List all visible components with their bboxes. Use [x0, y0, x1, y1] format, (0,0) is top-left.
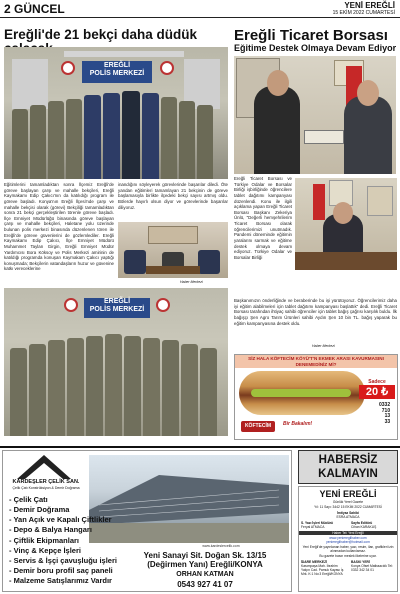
kofteci-brand-logo: KÖFTECİM	[241, 421, 275, 432]
service-item: - Malzeme Satışlarımız Vardır	[9, 576, 112, 585]
police-sign: EREĞLİ POLİS MERKEZİ	[82, 61, 152, 83]
building-roofline	[64, 51, 184, 57]
kardesler-advertisement	[2, 450, 292, 592]
photo-speaker-office	[295, 178, 397, 270]
kardesler-owner: ORHAN KATMAN	[176, 571, 234, 578]
police-emblem-icon	[61, 61, 75, 75]
police-emblem-icon	[64, 298, 78, 312]
service-item: - Çiftlik Ekipmanları	[9, 535, 80, 545]
kardesler-logo	[15, 453, 73, 481]
service-item: - Çelik Çatı	[9, 495, 48, 504]
imprint-print-label: BASKI YERİ	[351, 560, 370, 564]
man-right	[344, 96, 392, 174]
photo-bekci-group	[4, 47, 228, 179]
kardesler-phone: 0543 927 41 07	[177, 580, 233, 589]
imprint-owner-label: İmtiyaz Sahibi	[337, 511, 359, 515]
seated-person	[198, 250, 220, 274]
right-article-subtitle: Eğitime Destek Olmaya Devam Ediyor	[234, 43, 397, 53]
imprint-web[interactable]: www.yeniereglihaber.com	[329, 536, 367, 540]
habersiz-box	[298, 450, 398, 484]
kardesler-address: Yeni Sanayi Sit. Doğan Sk. 13/15 (Değirmen Yanı) Ereğli/KONYA	[143, 551, 267, 570]
left-article-title: Ereğli'de 21 bekçi daha düdük	[4, 27, 198, 42]
imprint-issue: Yıl: 11 Sayı: 3442 15 EKİM 2022 CUMARTESİ	[314, 505, 382, 509]
turkish-flag	[313, 184, 325, 220]
service-item: - Demir Doğrama	[9, 505, 70, 515]
group-of-officers-2	[4, 324, 228, 436]
roof-logo-icon	[15, 453, 73, 481]
photo-bekci-group-2	[4, 288, 228, 436]
right-article-caption: Haber Merkezi	[312, 344, 335, 348]
kardesler-website: www.kardeslercelik.com	[202, 544, 240, 548]
police-sign-2: EREĞLİ POLİS MERKEZİ	[84, 298, 150, 318]
imprint-editor-label: S. Yazı İşleri Müdürü	[301, 521, 334, 525]
sandwich-lettuce	[251, 389, 351, 397]
seated-person	[124, 250, 146, 274]
police-emblem-icon	[160, 61, 174, 75]
tablet-box	[304, 130, 344, 144]
kofteci-slogan: Bir Bakalım!	[283, 421, 313, 427]
service-item: - Vinç & Kepçe İşleri	[9, 545, 81, 555]
imprint-box	[298, 486, 398, 592]
kardesler-logo-subtitle: Çelik Çatı Konstrüksiyon & Demir Doğrama	[12, 486, 80, 490]
left-article-caption: Haber Merkezi	[180, 280, 203, 284]
kofteci-advertisement	[234, 354, 398, 440]
photo-meeting-room	[118, 222, 228, 278]
imprint-email[interactable]: yeniereglihaber@hotmail.com	[326, 540, 370, 544]
meeting-table	[146, 266, 200, 274]
group-of-officers	[4, 84, 228, 179]
masthead-paper-name: YENİ EREĞLİ	[344, 1, 395, 10]
service-item: - Yan Açık ve Kapalı Çiftlikler	[9, 515, 112, 525]
wall-picture	[367, 186, 393, 216]
habersiz-line-2: KALMAYIN	[318, 468, 378, 480]
imprint-address: Kasımpaşa Mah. İbrahim Yalçın Cad. Pamuk Kayası İş Mrk. K:1 No:3 Ereğli/KONYA	[301, 564, 344, 577]
kardesler-logo-title: KARDEŞLER ÇELİK SAN.	[12, 479, 80, 485]
page-number-section	[4, 2, 65, 16]
right-article-title: Ereğli Ticaret Borsası	[234, 27, 388, 44]
desk	[295, 252, 397, 270]
imprint-address-label: İDARE MERKEZİ	[301, 560, 328, 564]
man-left	[254, 86, 300, 174]
price-label: Sadece	[368, 379, 386, 385]
man-right-head	[357, 80, 379, 106]
imprint-sub: Günlük Yerel Gazete	[332, 500, 364, 504]
section-name: GÜNCEL	[14, 2, 65, 16]
masthead-date: 15 EKİM 2022 CUMARTESİ	[332, 10, 395, 16]
price-badge: 20 ₺	[359, 385, 395, 399]
kofteci-banner: SİZ HALA KÖFTECİM KÖYÜ'T'N EKMEK ARASI KAVURMASINI DENEMEDİNİZ Mİ?	[235, 355, 397, 368]
habersiz-line-1: HABERSİZ	[318, 454, 378, 466]
imprint-print: Konya Ofset Matbaacılık Tel: 0332 342 34 01	[351, 564, 393, 573]
kofteci-phone: 0332 710 13 33	[379, 402, 391, 425]
man-left-head	[267, 70, 289, 96]
police-emblem-icon	[156, 298, 170, 312]
imprint-name: YENİ EREĞLİ	[319, 489, 377, 499]
speaker-head	[333, 202, 353, 224]
photo-tablet-handover	[234, 56, 396, 174]
left-article-column-1: Eğitimlerini tamamladıktan sonra İlçemiz Ereğli'de göreve başlayan çarşı ve mahalle bekçileri, Ereğli Kaymakamı Edip Çakıcı'nın da katılıdığı program ile göreve başladı. Konya'nın Ereğli İlçesi'nde çarşı ve mahalle bekçisi olarak (görevi) Bekçiliği tamamladıktan sonra 21 bekçi gerçekleştirilen törenle göreve başladı. İlçe Emniyet Müdürlüğü binasında göreve başlayan çarşı ve mahalle bekçileri, Haletane yolu üzerinde bulunan polis merkezi binasında düzenlenen tören ile Ereğli'de göreve güvenlerini de gözlemlediler. Ereğli Kaymakamı Edip Çakıcı, İlçe Emniyet Müdürü Muhammet Taylan Girgin, Ereğli Emniyet Müdür Yardımcısı Bora Köksoy ve Polis Merkezi amirinin de katıldığı programda konuşan Kaymakam Çakıcı yaptığı konuşmada; Bekçilerin vatandaşların huzur ve güvenine katkı vereceklerine	[4, 182, 114, 272]
service-item: - Demir boru profil saç paneli	[9, 565, 113, 575]
wall-picture	[148, 226, 198, 244]
imprint-page-editor: Cihan KARAKUŞ	[351, 525, 377, 529]
left-article-column-2: inandığını söyleyerek görevlerinde başarılar diledi. Öte yandan eğitimleri tamamlayan 21 bekçinin de göreve başlamasıyla birlikte ilçedeki bekçi sayısı artmış oldu. Bölerde hayırlı olsun diyor ve görevlerinde başarılar diliyoruz.	[118, 182, 228, 210]
imprint-news-label: Haber Tel: Yeni Ereğli	[299, 531, 397, 535]
imprint-page-editor-label: Sayfa Editörü	[351, 521, 373, 525]
imprint-notice-2: Bu gazete basın meslek ilkelerine uyar.	[319, 554, 377, 558]
imprint-notice: Yeni Ereğli'de yayınlanan haber, yazı, resim, ilan, grafikleri izin alınmadan kullanılamaz.	[302, 545, 394, 554]
service-item: - Depo & Balya Hangarı	[9, 525, 92, 535]
section-divider	[0, 446, 400, 448]
service-item: - Servis & İşçi çavuşluğu işleri	[9, 555, 117, 565]
right-article-column-2: Başkanımızın önderliğinde ve beraberinde bu işi yürütüyoruz. Öğrencilerimiz daha iyi eğitim alabilmeleri için tablet dağıtımı kampanyası başlattık" dedi. Ereğli Ticaret Borsası tarafından ihtiyaç sahibi öğrenciler için tablet bağış çağrısı karşılık buldu. İlk bağışçı Şen Agro Tarım Ürünleri sahibi Aydın Şen 10 bin TL. bağış yaparak bu eğitim kampanyasına destek oldu.	[234, 298, 397, 326]
page-number: 2	[4, 2, 11, 16]
imprint-editor: Feryal ATMACA	[301, 525, 325, 529]
right-article-column-1: Ereğli Ticaret Borsası ve Türkiye Odalar ve Borsalar Birliği işbirliğinde öğrencilere tablet dağıtımı kampanyası düzenlendi. Konu ile ilgili açıklama yapan Ereğli Ticaret Borsası Başkanı Zekeriya Ünlü, "Değerli hemşehrilerim Ticaret Borsası olarak öğrencilerimizi unutmadık. Pandemi döneminde eğitimin yaralarını sarmak ve eğitime destek olmaya devam ediyoruz. Türkiye Odalar ve Borsalar Birliği	[234, 176, 292, 260]
imprint-owner: ESRA ATMACA	[336, 515, 360, 519]
